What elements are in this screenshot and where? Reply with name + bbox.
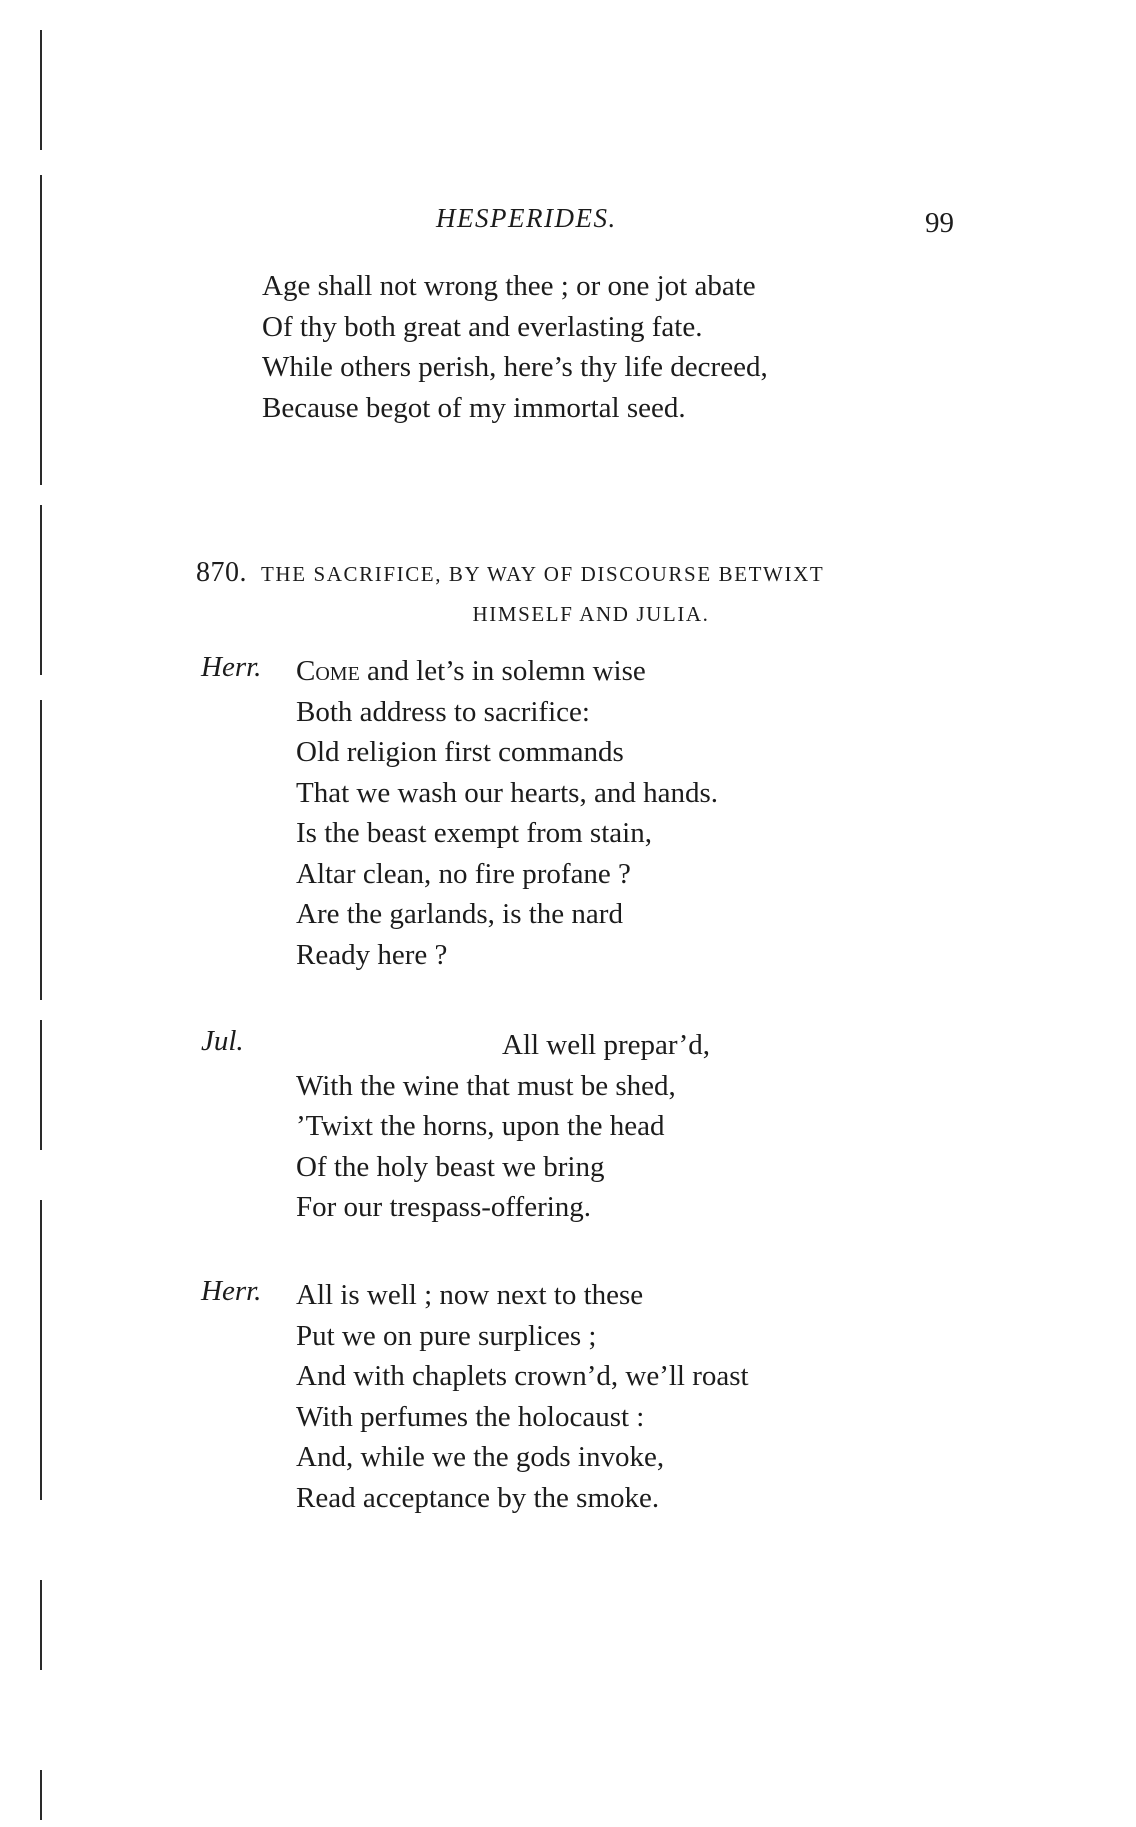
verse-line: All is well ; now next to these [296, 1279, 644, 1311]
verse-line: Are the garlands, is the nard [296, 898, 623, 930]
scan-edge-mark [40, 1200, 42, 1500]
scan-edge-mark [40, 1580, 42, 1670]
verse-line: Old religion first commands [296, 736, 624, 768]
verse-line: Put we on pure surplices ; [296, 1319, 597, 1352]
verse-line [296, 651, 718, 692]
poem-title-line-2: HIMSELF AND JULIA. [472, 602, 710, 626]
dialogue-stanza-herrick-2 [296, 1275, 749, 1518]
scan-edge-mark [40, 1020, 42, 1150]
speaker-label: Jul. [201, 1025, 244, 1057]
poem-heading [196, 553, 956, 634]
verse-line: With the wine that must be shed, [296, 1069, 676, 1102]
speaker-label: Herr. [201, 651, 262, 683]
verse-line: Is the beast exempt from stain, [296, 817, 652, 849]
verse-line: Altar clean, no fire profane ? [296, 857, 631, 890]
verse-line: That we wash our hearts, and hands. [296, 776, 718, 809]
verse-line: And, while we the gods invoke, [296, 1441, 665, 1473]
poem-number: 870. [196, 557, 247, 588]
scan-edge-mark [40, 505, 42, 675]
verse-line: With perfumes the holocaust : [296, 1400, 645, 1433]
opening-stanza [262, 266, 768, 428]
verse-line: And with chaplets crown’d, we’ll roast [296, 1360, 749, 1392]
scan-edge-mark [40, 175, 42, 485]
running-head: HESPERIDES. [436, 203, 617, 233]
scan-edge-mark [40, 1770, 42, 1820]
poem-title-line-1: THE SACRIFICE, BY WAY OF DISCOURSE BETWIXT [261, 562, 825, 586]
verse-line: ’Twixt the horns, upon the head [296, 1110, 665, 1142]
speaker-label: Herr. [201, 1275, 262, 1307]
verse-line: For our trespass-offering. [296, 1191, 592, 1223]
verse-line: All well prepar’d, [502, 1029, 711, 1061]
page-number: 99 [925, 207, 954, 239]
verse-line: Read acceptance by the smoke. [296, 1481, 660, 1514]
verse-line: Age shall not wrong thee ; or one jot abate [262, 270, 756, 302]
verse-line: Because begot of my immortal seed. [262, 391, 686, 424]
initial-word: Come [296, 655, 360, 687]
verse-line: Both address to sacrifice: [296, 695, 590, 728]
verse-line: Of the holy beast we bring [296, 1150, 605, 1183]
verse-line-rest: and let’s in solemn wise [359, 655, 646, 687]
verse-line: Ready here ? [296, 938, 448, 971]
dialogue-stanza-herrick-1 [296, 651, 718, 975]
verse-line: While others perish, here’s thy life decreed, [262, 351, 768, 383]
dialogue-stanza-julia [296, 1025, 710, 1228]
scan-edge-mark [40, 700, 42, 1000]
verse-line: Of thy both great and everlasting fate. [262, 310, 703, 343]
scan-edge-mark [40, 30, 42, 150]
